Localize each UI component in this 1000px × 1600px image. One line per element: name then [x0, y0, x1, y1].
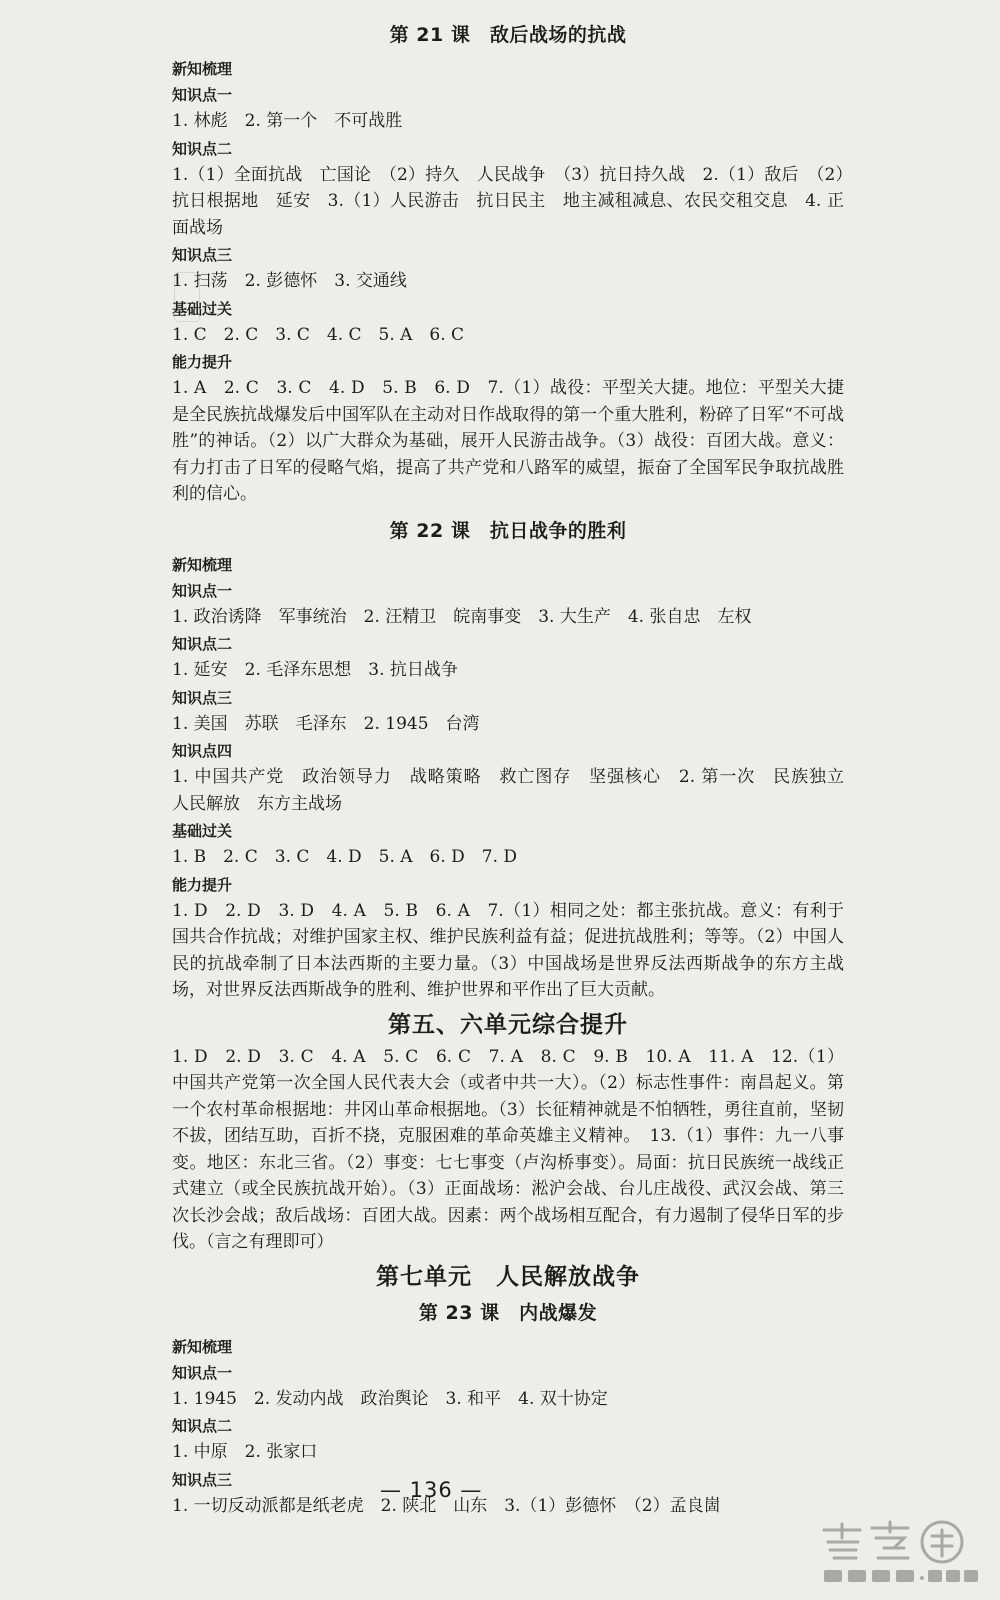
answer-text: 1. B 2. C 3. C 4. D 5. A 6. D 7. D: [172, 847, 518, 867]
answer-text: 1. 政治诱降 军事统治 2. 汪精卫 皖南事变 3. 大生产 4. 张自忠 左权: [172, 606, 752, 627]
answer-page: [172, 12, 861, 1572]
answer-text: 1. 扫荡 2. 彭德怀 3. 交通线: [172, 271, 407, 291]
basic-section-label: 基础过关: [172, 299, 233, 318]
lesson-21-title: 第 21 课 敌后战场的抗战: [389, 24, 627, 46]
section-label: 新知梳理: [172, 60, 233, 78]
section-label: 新知梳理: [172, 1337, 233, 1356]
page-number: — 136 —: [380, 1478, 483, 1502]
knowledge-point-label: 知识点一: [172, 581, 233, 600]
basic-section-label: 基础过关: [172, 822, 233, 840]
answer-text: 1. 林彪 2. 第一个 不可战胜: [172, 111, 403, 131]
answer-text: 1. A 2. C 3. C 4. D 5. B 6. D 7.（1）战役：平型关大捷。地位：平型关大捷是全民族抗战爆发后中国军队在主动对日作战取得的第一个重大胜利，粉碎了日军“不可战胜”的神话。（2）以广大群众为基础，展开人民游击战争。（3）战役：百团大战。意义：有力打击了日军的侵略气焰，提高了共产党和八路军的威望，振奋了全国军民争取抗战胜利的信心。: [172, 378, 844, 504]
answer-text: 1. 中国共产党 政治领导力 战略策略 救亡图存 坚强核心 2. 第一次 民族独立 人民解放 东方主战场: [172, 767, 861, 814]
unit-5-6-title: 第五、六单元综合提升: [388, 1011, 628, 1038]
unit-7-title: 第七单元 人民解放战争: [376, 1263, 640, 1290]
knowledge-point-label: 知识点三: [172, 688, 233, 707]
knowledge-point-label: 知识点二: [172, 139, 233, 158]
knowledge-point-label: 知识点三: [172, 246, 233, 264]
answer-text: 1. 美国 苏联 毛泽东 2. 1945 台湾: [172, 713, 480, 734]
answer-text: 1. 中原 2. 张家口: [172, 1442, 318, 1462]
lesson-22-title: 第 22 课 抗日战争的胜利: [389, 519, 627, 542]
watermark-logo: [814, 1516, 982, 1586]
knowledge-point-label: 知识点三: [172, 1470, 233, 1489]
knowledge-point-label: 知识点一: [172, 1363, 233, 1382]
answer-text: 1. D 2. D 3. D 4. A 5. B 6. A 7.（1）相同之处：都主张抗战。意义：有利于国共合作抗战；对维护国家主权、维护民族利益有益；促进抗战胜利；等等。（2）中国人民的抗战牵制了日本法西斯的主要力量。（3）中国战场是世界反法西斯战争的东方主战场，对世界反法西斯战争的胜利、维护世界和平作出了巨大贡献。: [172, 900, 844, 1000]
faint-stamp-mark: [174, 272, 200, 322]
advanced-section-label: 能力提升: [172, 875, 233, 894]
knowledge-point-label: 知识点四: [172, 742, 233, 760]
answer-text: 1. 一切反动派都是纸老虎 2. 陕北 山东 3.（1）彭德怀 （2）孟良崮: [172, 1495, 721, 1516]
answer-text: 1. C 2. C 3. C 4. C 5. A 6. C: [172, 324, 465, 345]
answer-text: 1. D 2. D 3. C 4. A 5. C 6. C 7. A 8. C 9. B 10. A 11. A 12.（1）中国共产党第一次全国人民代表大会（或者中共一大）。（2）标志性事件：南昌起义。第一个农村革命根据地：井冈山革命根据地。（3）长征精神就是不怕牺牲，勇往直前，坚韧不拔，团结互助，百折不挠，克服困难的革命英雄主义精神。 13.（1）事件：九一八事变。地区：东北三省。（2）事变：七七事变（卢沟桥事变）。局面：抗日民族统一战线正式建立（或全民族抗战开始）。（3）正面战场：淞沪会战、台儿庄战役、武汉会战、第三次长沙会战；敌后战场：百团大战。因素：两个战场相互配合，有力遏制了侵华日军的步伐。（言之有理即可）: [172, 1046, 844, 1252]
section-label: 新知梳理: [172, 555, 233, 574]
lesson-23-title: 第 23 课 内战爆发: [418, 1301, 598, 1324]
knowledge-point-label: 知识点一: [172, 86, 233, 104]
advanced-section-label: 能力提升: [172, 353, 233, 371]
answer-text: 1.（1）全面抗战 亡国论 （2）持久 人民战争 （3）抗日持久战 2.（1）敌后 （2）抗日根据地 延安 3.（1）人民游击 抗日民主 地主减租减息、农民交租交息 4. 正面战场: [172, 164, 844, 238]
answer-text: 1. 延安 2. 毛泽东思想 3. 抗日战争: [172, 660, 458, 680]
answer-text: 1. 1945 2. 发动内战 政治舆论 3. 和平 4. 双十协定: [172, 1388, 608, 1409]
knowledge-point-label: 知识点二: [172, 1417, 233, 1435]
knowledge-point-label: 知识点二: [172, 635, 233, 653]
